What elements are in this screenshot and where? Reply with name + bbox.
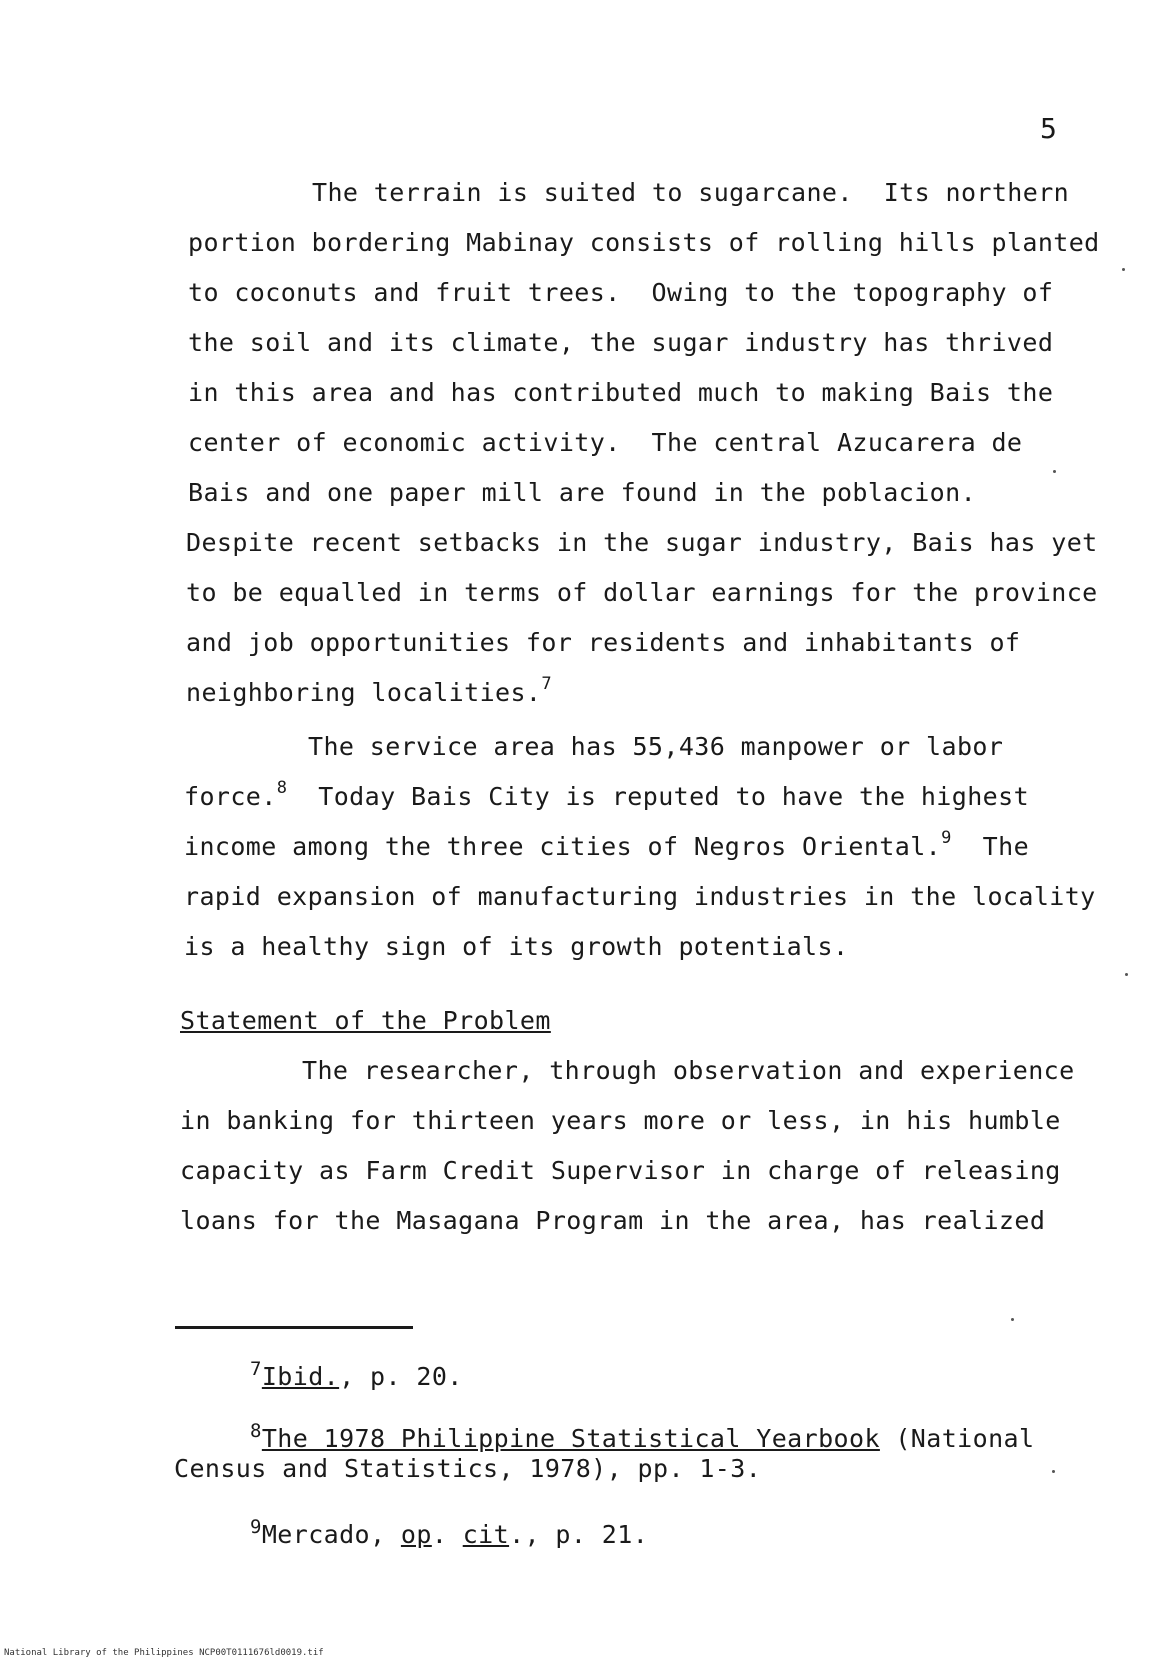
footnote-text: ., p. 21. — [509, 1520, 649, 1549]
footnote-title: The 1978 Philippine Statistical Yearbook — [261, 1424, 880, 1453]
footnote-7 — [250, 1358, 463, 1391]
scan-speck — [1052, 1470, 1055, 1473]
footnote-op: op — [400, 1520, 432, 1549]
paragraph-line: Bais and one paper mill are found in the poblacion. — [188, 478, 977, 507]
paragraph-line: The terrain is suited to sugarcane. Its northern — [312, 178, 1070, 207]
footnote-author: Mercado, — [261, 1520, 401, 1549]
footnote-9 — [250, 1516, 649, 1549]
footnote-number: 8 — [250, 1420, 262, 1442]
scan-speck — [1125, 973, 1128, 976]
paragraph-line: to be equalled in terms of dollar earnings for the province — [186, 578, 1098, 607]
footnote-number: 9 — [250, 1516, 262, 1538]
section-heading: Statement of the Problem — [180, 1006, 551, 1035]
footnote-number: 7 — [250, 1358, 262, 1380]
footnote-ibid: Ibid. — [261, 1362, 340, 1391]
footnote-ref-9: 9 — [941, 828, 952, 848]
footnote-text: (National — [879, 1424, 1035, 1453]
paragraph-line: capacity as Farm Credit Supervisor in charge of releasing — [180, 1156, 1061, 1185]
paragraph-line: center of economic activity. The central Azucarera de — [188, 428, 1023, 457]
paragraph-text: force. — [184, 782, 277, 811]
page-number: 5 — [1040, 112, 1057, 145]
paragraph-line — [184, 828, 1030, 861]
paragraph-line — [186, 674, 553, 707]
footnote-dot: . — [431, 1520, 463, 1549]
footnote-8-line-2: Census and Statistics, 1978), pp. 1-3. — [174, 1454, 762, 1483]
footnote-ref-7: 7 — [541, 674, 553, 694]
paragraph-line: portion bordering Mabinay consists of rolling hills planted — [188, 228, 1100, 257]
footnote-text: , p. 20. — [339, 1362, 463, 1391]
scan-speck — [1011, 1318, 1014, 1321]
paragraph-line: is a healthy sign of its growth potentials. — [184, 932, 849, 961]
paragraph-line: The researcher, through observation and experience — [302, 1056, 1075, 1085]
paragraph-line: the soil and its climate, the sugar industry has thrived — [188, 328, 1054, 357]
footnote-cit: cit — [462, 1520, 510, 1549]
footnote-ref-8: 8 — [276, 778, 288, 798]
paragraph-text: neighboring localities. — [186, 678, 542, 707]
paragraph-line: in banking for thirteen years more or less, in his humble — [180, 1106, 1061, 1135]
paragraph-line: rapid expansion of manufacturing industries in the locality — [184, 882, 1096, 911]
footnote-8 — [250, 1420, 1035, 1453]
paragraph-line — [184, 778, 1030, 811]
paragraph-line: loans for the Masagana Program in the area, has realized — [180, 1206, 1046, 1235]
paragraph-text: The — [951, 832, 1030, 861]
paragraph-line: in this area and has contributed much to making Bais the — [188, 378, 1054, 407]
paragraph-line: to coconuts and fruit trees. Owing to the topography of — [188, 278, 1054, 307]
scan-speck — [1122, 268, 1125, 271]
scan-speck — [1053, 470, 1056, 473]
scan-marker: National Library of the Philippines NCP00T0111676ld0019.tif — [4, 1648, 324, 1658]
paragraph-line: and job opportunities for residents and inhabitants of — [186, 628, 1021, 657]
paragraph-line: Despite recent setbacks in the sugar industry, Bais has yet — [186, 528, 1098, 557]
footnote-separator — [175, 1326, 413, 1329]
paragraph-text: Today Bais City is reputed to have the highest — [287, 782, 1030, 811]
paragraph-text: income among the three cities of Negros Oriental. — [184, 832, 942, 861]
paragraph-line: The service area has 55,436 manpower or labor — [308, 732, 1004, 761]
